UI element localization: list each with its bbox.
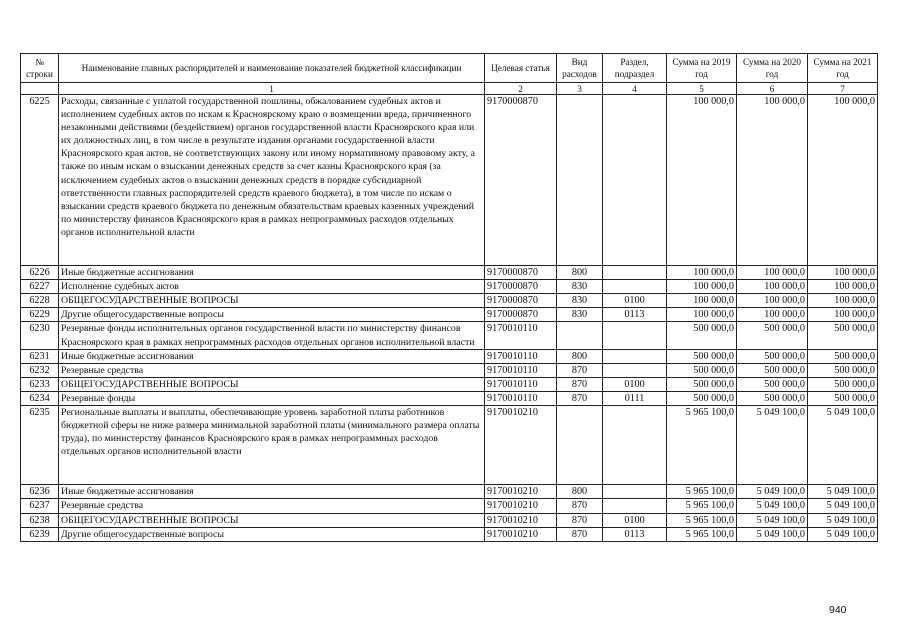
row-sum-2021-cell: 5 049 100,0: [808, 485, 878, 499]
row-sum-2020-cell: 5 049 100,0: [737, 485, 808, 499]
row-section-cell: [603, 280, 667, 294]
row-sum-2021-cell: 100 000,0: [808, 280, 878, 294]
row-expense-type-cell: 870: [557, 513, 603, 527]
row-target-article-cell: 9170010110: [485, 349, 557, 363]
row-sum-2019-cell: 100 000,0: [667, 95, 737, 266]
index-sum-2020: 6: [737, 83, 808, 95]
table-row: [21, 405, 878, 484]
row-name-cell: Региональные выплаты и выплаты, обеспечивающие уровень заработной платы работников бюджетной сферы не ниже размера минимальной заработной платы (минимального размера оплаты труда), по министерству финансов Красноярского края в рамках непрограммных расходов отдельных органов исполнительной власти: [59, 405, 485, 484]
row-number-cell: 6229: [21, 308, 59, 322]
header-sum-2019: Сумма на 2019 год: [667, 54, 737, 83]
row-sum-2019-cell: 5 965 100,0: [667, 527, 737, 541]
table-row: [21, 485, 878, 499]
table-body: [21, 95, 878, 542]
row-section-cell: 0111: [603, 391, 667, 405]
table-row: [21, 308, 878, 322]
row-section-cell: [603, 322, 667, 349]
row-expense-type-cell: 800: [557, 266, 603, 280]
row-name-cell: Резервные фонды исполнительных органов государственной власти по министерству финансов Красноярского края в рамках непрограммных расходов отдельных органов исполнительной власти: [59, 322, 485, 349]
row-sum-2019-cell: 500 000,0: [667, 363, 737, 377]
budget-table: [20, 53, 878, 542]
row-section-cell: [603, 499, 667, 513]
row-number-cell: 6236: [21, 485, 59, 499]
row-expense-type-cell: [557, 322, 603, 349]
row-sum-2020-cell: 100 000,0: [737, 95, 808, 266]
row-sum-2021-cell: 5 049 100,0: [808, 527, 878, 541]
row-expense-type-cell: 870: [557, 527, 603, 541]
row-expense-type-cell: 870: [557, 391, 603, 405]
row-number-cell: 6226: [21, 266, 59, 280]
header-target-article: Целевая статья: [485, 54, 557, 83]
header-name: Наименование главных распорядителей и наименование показателей бюджетной классификации: [59, 54, 485, 83]
row-target-article-cell: 9170010210: [485, 513, 557, 527]
table-row: [21, 349, 878, 363]
row-sum-2020-cell: 500 000,0: [737, 363, 808, 377]
table-row: [21, 294, 878, 308]
row-sum-2021-cell: 100 000,0: [808, 95, 878, 266]
row-section-cell: [603, 349, 667, 363]
row-section-cell: 0100: [603, 377, 667, 391]
table-row: [21, 513, 878, 527]
table-row: [21, 377, 878, 391]
row-sum-2019-cell: 100 000,0: [667, 266, 737, 280]
row-target-article-cell: 9170010210: [485, 527, 557, 541]
row-sum-2019-cell: 100 000,0: [667, 308, 737, 322]
table-row: [21, 391, 878, 405]
row-section-cell: 0100: [603, 294, 667, 308]
row-target-article-cell: 9170000870: [485, 266, 557, 280]
row-sum-2021-cell: 5 049 100,0: [808, 513, 878, 527]
row-sum-2019-cell: 5 965 100,0: [667, 485, 737, 499]
row-sum-2019-cell: 500 000,0: [667, 377, 737, 391]
index-name: 1: [59, 83, 485, 95]
row-sum-2020-cell: 500 000,0: [737, 391, 808, 405]
row-sum-2019-cell: 100 000,0: [667, 280, 737, 294]
table-row: [21, 280, 878, 294]
row-name-cell: Другие общегосударственные вопросы: [59, 527, 485, 541]
row-number-cell: 6238: [21, 513, 59, 527]
row-sum-2020-cell: 5 049 100,0: [737, 513, 808, 527]
row-sum-2021-cell: 500 000,0: [808, 391, 878, 405]
table-row: [21, 527, 878, 541]
row-number-cell: 6239: [21, 527, 59, 541]
row-expense-type-cell: [557, 95, 603, 266]
index-expense-type: 3: [557, 83, 603, 95]
header-sum-2020: Сумма на 2020 год: [737, 54, 808, 83]
row-section-cell: [603, 405, 667, 484]
row-section-cell: [603, 95, 667, 266]
row-sum-2019-cell: 500 000,0: [667, 322, 737, 349]
header-expense-type: Вид расходов: [557, 54, 603, 83]
index-sum-2021: 7: [808, 83, 878, 95]
row-section-cell: [603, 363, 667, 377]
row-number-cell: 6231: [21, 349, 59, 363]
row-sum-2020-cell: 100 000,0: [737, 266, 808, 280]
row-name-cell: Расходы, связанные с уплатой государственной пошлины, обжалованием судебных актов и исполнением судебных актов по искам к Красноярскому краю о возмещении вреда, причиненного незаконными действиями (бездействием) органов государственной власти Красноярского края или их должностных лиц, в том числе в результате издания органами государственной власти Красноярского края актов, не соответствующих закону или иному нормативному правовому акту, а также по иным искам о взыскании денежных средств за счет казны Красноярского края (за исключением судебных актов о взыскании денежных средств в порядке субсидиарной ответственности главных распорядителей средств краевого бюджета), в том числе по искам о взыскании средств краевого бюджета по денежным обязательствам краевых казенных учреждений по министерству финансов Красноярского края в рамках непрограммных расходов отдельных органов исполнительной власти: [59, 95, 485, 266]
header-sum-2021: Сумма на 2021 год: [808, 54, 878, 83]
row-sum-2020-cell: 500 000,0: [737, 349, 808, 363]
row-sum-2021-cell: 500 000,0: [808, 349, 878, 363]
row-sum-2021-cell: 100 000,0: [808, 266, 878, 280]
row-sum-2021-cell: 100 000,0: [808, 294, 878, 308]
row-name-cell: Резервные средства: [59, 499, 485, 513]
row-name-cell: Резервные фонды: [59, 391, 485, 405]
row-expense-type-cell: [557, 405, 603, 484]
row-name-cell: ОБЩЕГОСУДАРСТВЕННЫЕ ВОПРОСЫ: [59, 377, 485, 391]
row-sum-2019-cell: 5 965 100,0: [667, 513, 737, 527]
index-row-number: [21, 83, 59, 95]
row-sum-2020-cell: 100 000,0: [737, 294, 808, 308]
row-section-cell: 0113: [603, 308, 667, 322]
row-name-cell: Другие общегосударственные вопросы: [59, 308, 485, 322]
row-sum-2021-cell: 5 049 100,0: [808, 405, 878, 484]
row-target-article-cell: 9170000870: [485, 280, 557, 294]
row-target-article-cell: 9170000870: [485, 308, 557, 322]
row-sum-2019-cell: 500 000,0: [667, 391, 737, 405]
row-number-cell: 6234: [21, 391, 59, 405]
row-expense-type-cell: 870: [557, 377, 603, 391]
index-sum-2019: 5: [667, 83, 737, 95]
row-sum-2020-cell: 5 049 100,0: [737, 405, 808, 484]
table-row: [21, 95, 878, 266]
index-target-article: 2: [485, 83, 557, 95]
row-target-article-cell: 9170010210: [485, 485, 557, 499]
row-name-cell: Иные бюджетные ассигнования: [59, 485, 485, 499]
row-sum-2020-cell: 5 049 100,0: [737, 527, 808, 541]
row-number-cell: 6237: [21, 499, 59, 513]
table-row: [21, 266, 878, 280]
row-sum-2021-cell: 500 000,0: [808, 363, 878, 377]
row-sum-2021-cell: 500 000,0: [808, 377, 878, 391]
page-number: 940: [829, 604, 847, 616]
row-number-cell: 6233: [21, 377, 59, 391]
row-section-cell: [603, 266, 667, 280]
row-target-article-cell: 9170000870: [485, 294, 557, 308]
row-name-cell: Иные бюджетные ассигнования: [59, 266, 485, 280]
row-sum-2019-cell: 500 000,0: [667, 349, 737, 363]
table-row: [21, 499, 878, 513]
row-target-article-cell: 9170010210: [485, 499, 557, 513]
row-sum-2020-cell: 100 000,0: [737, 280, 808, 294]
row-target-article-cell: 9170010110: [485, 322, 557, 349]
row-target-article-cell: 9170010210: [485, 405, 557, 484]
row-sum-2020-cell: 500 000,0: [737, 322, 808, 349]
row-number-cell: 6225: [21, 95, 59, 266]
row-name-cell: ОБЩЕГОСУДАРСТВЕННЫЕ ВОПРОСЫ: [59, 513, 485, 527]
row-expense-type-cell: 800: [557, 485, 603, 499]
header-row-number: № строки: [21, 54, 59, 83]
row-number-cell: 6228: [21, 294, 59, 308]
row-name-cell: Резервные средства: [59, 363, 485, 377]
index-section: 4: [603, 83, 667, 95]
row-name-cell: Иные бюджетные ассигнования: [59, 349, 485, 363]
row-number-cell: 6230: [21, 322, 59, 349]
row-expense-type-cell: 830: [557, 308, 603, 322]
row-number-cell: 6235: [21, 405, 59, 484]
row-sum-2019-cell: 5 965 100,0: [667, 499, 737, 513]
row-sum-2021-cell: 5 049 100,0: [808, 499, 878, 513]
row-expense-type-cell: 830: [557, 294, 603, 308]
row-section-cell: 0100: [603, 513, 667, 527]
row-section-cell: [603, 485, 667, 499]
row-sum-2019-cell: 100 000,0: [667, 294, 737, 308]
row-number-cell: 6227: [21, 280, 59, 294]
row-expense-type-cell: 870: [557, 363, 603, 377]
row-target-article-cell: 9170000870: [485, 95, 557, 266]
row-sum-2020-cell: 100 000,0: [737, 308, 808, 322]
row-target-article-cell: 9170010110: [485, 391, 557, 405]
row-expense-type-cell: 830: [557, 280, 603, 294]
row-target-article-cell: 9170010110: [485, 363, 557, 377]
row-target-article-cell: 9170010110: [485, 377, 557, 391]
row-expense-type-cell: 870: [557, 499, 603, 513]
row-expense-type-cell: 800: [557, 349, 603, 363]
row-sum-2021-cell: 500 000,0: [808, 322, 878, 349]
header-section: Раздел, подраздел: [603, 54, 667, 83]
row-name-cell: Исполнение судебных актов: [59, 280, 485, 294]
row-sum-2020-cell: 500 000,0: [737, 377, 808, 391]
row-number-cell: 6232: [21, 363, 59, 377]
table-row: [21, 322, 878, 349]
row-sum-2020-cell: 5 049 100,0: [737, 499, 808, 513]
row-sum-2021-cell: 100 000,0: [808, 308, 878, 322]
row-section-cell: 0113: [603, 527, 667, 541]
table-row: [21, 363, 878, 377]
row-sum-2019-cell: 5 965 100,0: [667, 405, 737, 484]
row-name-cell: ОБЩЕГОСУДАРСТВЕННЫЕ ВОПРОСЫ: [59, 294, 485, 308]
table-header: [21, 54, 878, 95]
